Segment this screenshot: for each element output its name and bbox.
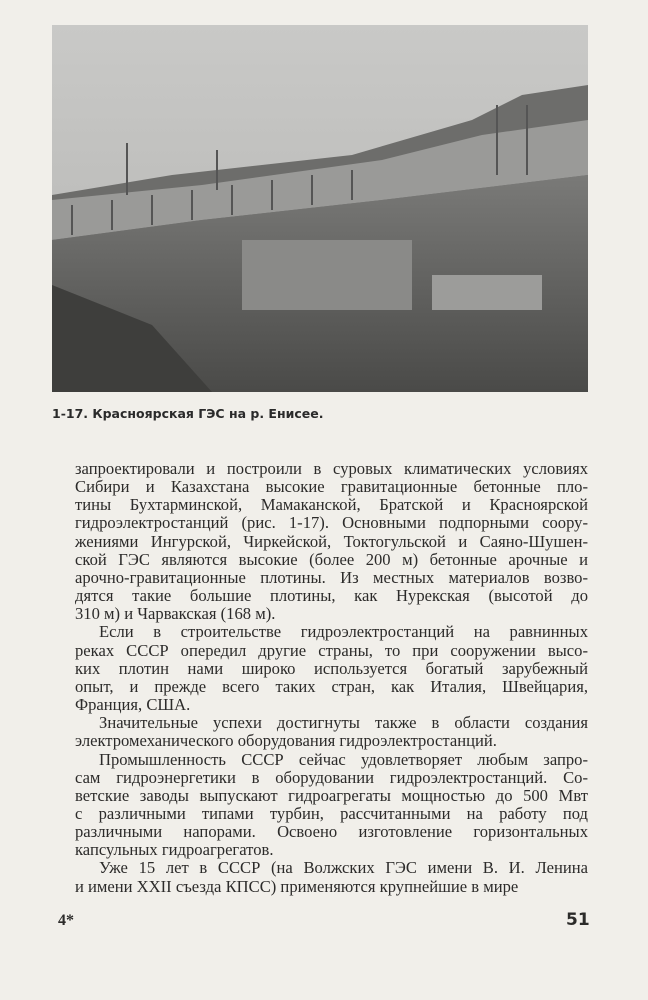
text-line: опыт, и прежде всего таких стран, как Италия, Швейцария, — [75, 676, 588, 696]
text-line: жениями Ингурской, Чиркейской, Токтогульской и Саяно-Шушен- — [75, 531, 588, 551]
text-line: 310 м) и Чарвакская (168 м). — [75, 604, 276, 624]
text-line: ких плотин нами широко используется богатый зарубежный — [75, 658, 588, 678]
text-line: Значительные успехи достигнуты также в области создания — [99, 713, 588, 733]
text-line: арочно-гравитационные плотины. Из местных материалов возво- — [75, 567, 588, 587]
text-line: Франция, США. — [75, 695, 191, 715]
text-line: Сибири и Казахстана высокие гравитационные бетонные пло- — [75, 477, 588, 497]
text-line: ветские заводы выпускают гидроагрегаты мощностью до 500 Мвт — [75, 785, 588, 805]
text-line: дятся такие большие плотины, как Нурекская (высотой до — [75, 586, 588, 606]
paragraph — [75, 460, 588, 623]
dam-photo-illustration — [52, 25, 588, 392]
text-line: и имени XXII съезда КПСС) применяются крупнейшие в мире — [75, 876, 519, 896]
text-line: гидроэлектростанций (рис. 1-17). Основными подпорными соору- — [75, 513, 588, 533]
paragraph — [75, 859, 588, 895]
paragraph — [75, 623, 588, 714]
figure-caption: 1-17. Красноярская ГЭС на р. Енисее. — [52, 406, 324, 421]
body-text — [75, 460, 588, 896]
text-line: различными напорами. Освоено изготовление горизонтальных — [75, 822, 588, 842]
page-number: 51 — [566, 910, 590, 930]
text-line: с различными типами турбин, рассчитанными на работу под — [75, 803, 588, 823]
text-line: тины Бухтарминской, Мамаканской, Братской и Красноярской — [75, 495, 588, 515]
text-line: Если в строительстве гидроэлектростанций на равнинных — [99, 622, 588, 642]
text-line: сам гидроэнергетики в оборудовании гидроэлектростанций. Со- — [75, 767, 588, 787]
paragraph — [75, 714, 588, 750]
text-line: ской ГЭС являются высокие (более 200 м) бетонные арочные и — [75, 549, 588, 569]
text-line: электромеханического оборудования гидроэлектростанций. — [75, 731, 497, 751]
signature-mark: 4* — [58, 912, 74, 929]
text-line: Промышленность СССР сейчас удовлетворяет любым запро- — [99, 749, 588, 769]
text-line: запроектировали и построили в суровых климатических условиях — [75, 459, 588, 478]
paragraph — [75, 751, 588, 860]
text-line: реках СССР опередил другие страны, то при сооружении высо- — [75, 640, 588, 660]
text-line: Уже 15 лет в СССР (на Волжских ГЭС имени В. И. Ленина — [99, 858, 588, 878]
text-line: капсульных гидроагрегатов. — [75, 840, 274, 860]
dam-photo — [52, 25, 588, 392]
